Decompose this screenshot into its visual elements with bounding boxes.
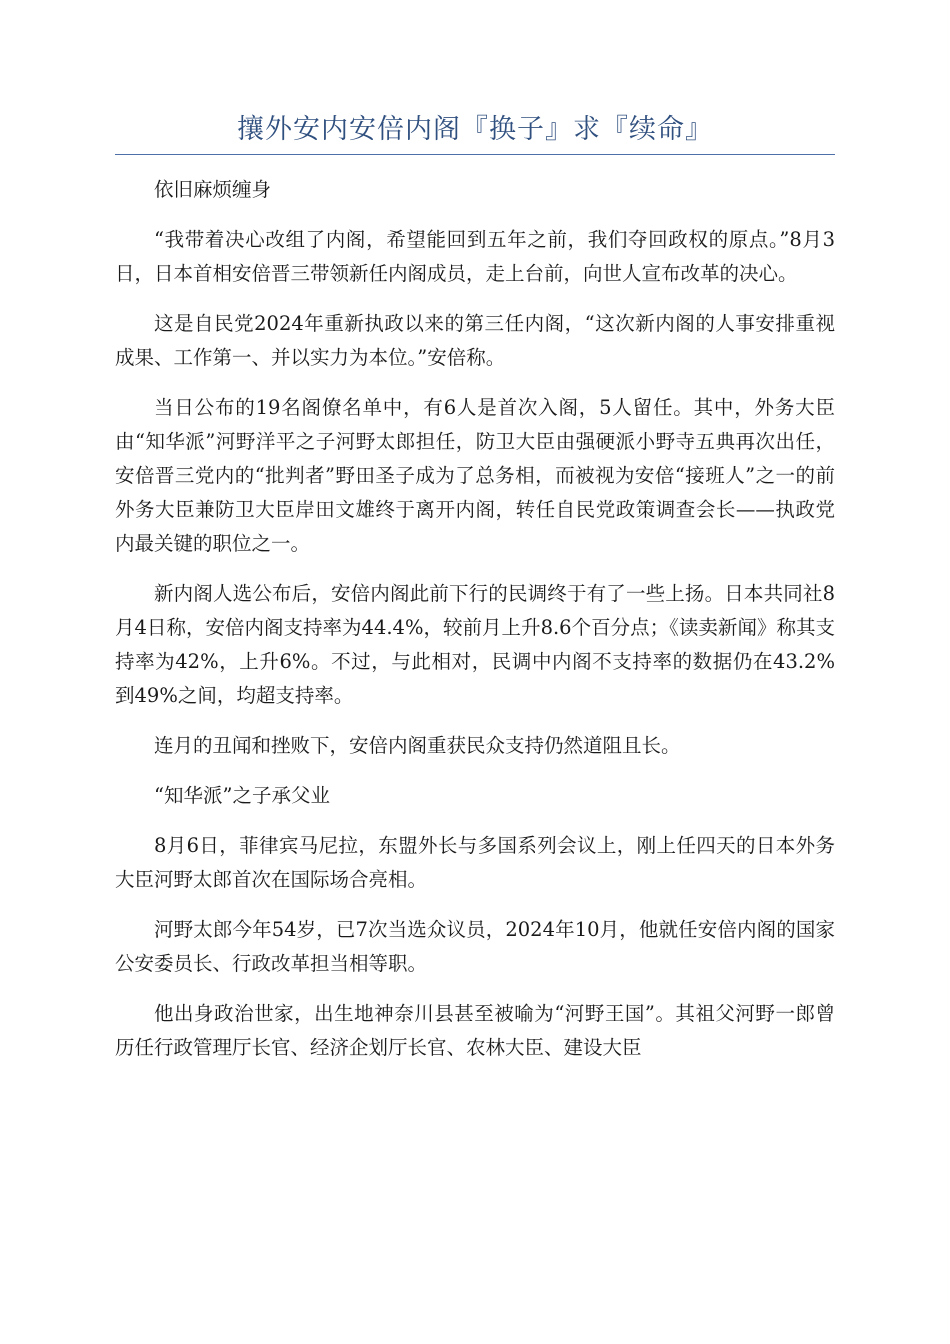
paragraph: “我带着决心改组了内阁，希望能回到五年之前，我们夺回政权的原点。”8月3日，日本首相安倍晋三带领新任内阁成员，走上台前，向世人宣布改革的决心。: [115, 228, 835, 285]
paragraph: 河野太郎今年54岁，已7次当选众议员，2024年10月，他就任安倍内阁的国家公安委员长、行政改革担当相等职。: [115, 918, 835, 975]
document-title: 攘外安内安倍内阁『换子』求『续命』: [115, 110, 835, 155]
paragraph: 当日公布的19名阁僚名单中，有6人是首次入阁，5人留任。其中，外务大臣由“知华派”河野洋平之子河野太郎担任，防卫大臣由强硬派小野寺五典再次出任，安倍晋三党内的“批判者”野田圣子成为了总务相，而被视为安倍“接班人”之一的前外务大臣兼防卫大臣岸田文雄终于离开内阁，转任自民党政策调查会长——执政党内最关键的职位之一。: [115, 396, 835, 555]
section-heading: 依旧麻烦缠身: [154, 178, 272, 201]
section-heading: “知华派”之子承父业: [154, 784, 330, 807]
paragraph: 8月6日，菲律宾马尼拉，东盟外长与多国系列会议上，刚上任四天的日本外务大臣河野太郎首次在国际场合亮相。: [115, 834, 835, 891]
paragraph: 新内阁人选公布后，安倍内阁此前下行的民调终于有了一些上扬。日本共同社8月4日称，安倍内阁支持率为44.4%，较前月上升8.6个百分点；《读卖新闻》称其支持率为42%，上升6%。不过，与此相对，民调中内阁不支持率的数据仍在43.2%到49%之间，均超支持率。: [115, 582, 835, 707]
paragraph: 这是自民党2024年重新执政以来的第三任内阁，“这次新内阁的人事安排重视成果、工作第一、并以实力为本位。”安倍称。: [115, 312, 835, 369]
paragraph: 他出身政治世家，出生地神奈川县甚至被喻为“河野王国”。其祖父河野一郎曾历任行政管理厅长官、经济企划厅长官、农林大臣、建设大臣: [115, 1002, 835, 1059]
paragraph: 连月的丑闻和挫败下，安倍内阁重获民众支持仍然道阻且长。: [154, 734, 681, 757]
document-page: [115, 110, 835, 1081]
